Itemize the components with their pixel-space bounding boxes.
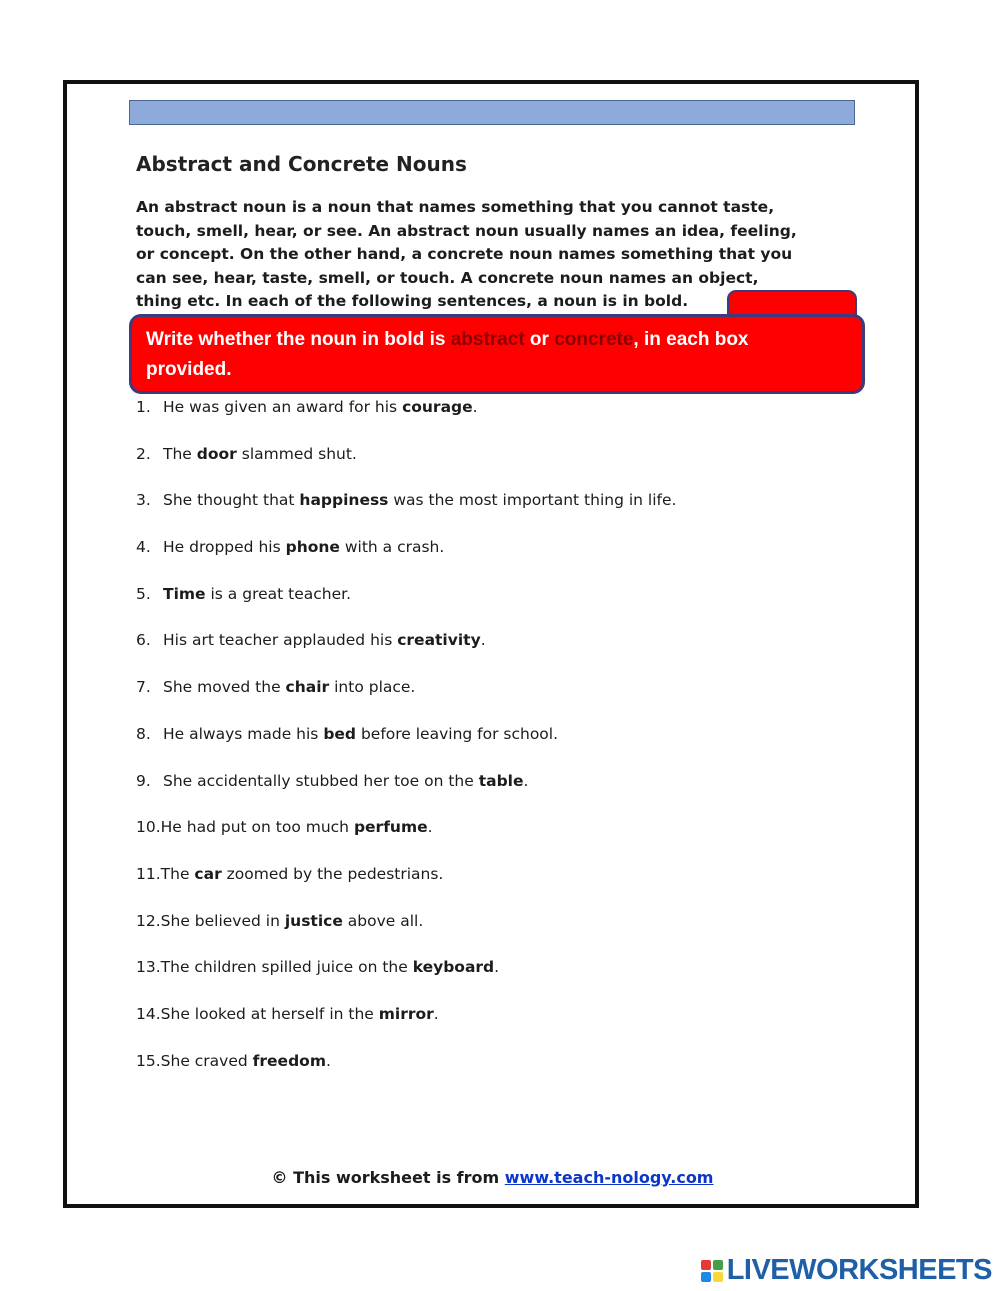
question-number: 6. [136,631,151,650]
question-text: . [427,818,433,837]
question-text: He always made his [163,724,324,743]
question-text: before leaving for school. [356,724,559,743]
question-noun: happiness [299,491,389,510]
question-noun: chair [285,678,330,697]
worksheet-title: Abstract and Concrete Nouns [136,152,467,176]
question-noun: bed [323,724,357,743]
question-item [136,585,856,632]
instruction-text: Write whether the noun in bold is [146,329,451,350]
intro-line: touch, smell, hear, or see. An abstract noun usually names an idea, feeling, [136,221,797,240]
question-number: 7. [136,678,151,697]
question-text: He was given an award for his [163,398,403,416]
brand-logo-icon [701,1260,723,1282]
question-text: She looked at herself in the [160,1004,379,1023]
question-number: 2. [136,444,151,463]
question-number: 15. [136,1051,161,1070]
logo-square [701,1260,711,1270]
question-text: . [494,958,500,977]
logo-square [701,1272,711,1282]
question-item [136,865,856,912]
instruction-word-abstract: abstract [450,329,525,350]
instruction-text: or [524,329,555,350]
question-text: . [523,771,529,790]
instruction-box [129,314,865,394]
question-number: 3. [136,491,151,510]
intro-line: thing etc. In each of the following sentences, a noun is in bold. [136,292,689,310]
question-text: The children spilled juice on the [160,958,413,977]
question-text: . [472,398,478,416]
question-number: 10. [136,818,161,837]
question-number: 14. [136,1004,161,1023]
question-item [136,818,856,865]
instruction-word-concrete: concrete [554,329,634,350]
question-noun: courage [402,398,473,416]
question-item [136,725,856,772]
question-text: She accidentally stubbed her toe on the [163,771,479,790]
question-noun: Time [163,584,206,603]
question-text: She thought that [163,491,300,510]
question-text: He had put on too much [160,818,354,837]
question-number: 5. [136,584,151,603]
instruction-text: provided. [146,359,232,380]
footer-credit [0,1168,985,1187]
question-item [136,912,856,959]
question-noun: freedom [252,1051,326,1070]
question-text: zoomed by the pedestrians. [221,864,444,883]
question-text: . [433,1004,439,1023]
question-number: 11. [136,864,161,883]
question-number: 1. [136,398,151,416]
logo-square [713,1272,723,1282]
question-noun: creativity [397,631,481,650]
question-noun: phone [285,538,340,557]
question-item [136,678,856,725]
question-noun: mirror [378,1004,434,1023]
question-number: 12. [136,911,161,930]
question-text: The [163,444,197,463]
question-item [136,772,856,819]
header-bar [129,100,855,125]
question-text: The [160,864,195,883]
question-text: with a crash. [339,538,445,557]
question-number: 13. [136,958,161,977]
intro-line: An abstract noun is a noun that names something that you cannot taste, [136,198,775,216]
question-text: She moved the [163,678,286,697]
question-number: 8. [136,724,151,743]
intro-line: or concept. On the other hand, a concrete noun names something that you [136,245,793,263]
question-item [136,538,856,585]
question-text: is a great teacher. [205,584,352,603]
question-text: was the most important thing in life. [388,491,677,510]
question-text: above all. [342,911,424,930]
liveworksheets-brand [701,1254,992,1287]
question-number: 4. [136,538,151,557]
question-text: She believed in [160,911,285,930]
question-text: He dropped his [163,538,286,557]
question-text: slammed shut. [236,444,357,463]
question-noun: keyboard [412,958,495,977]
question-text: into place. [329,678,416,697]
question-text: His art teacher applauded his [163,631,398,650]
question-list [136,398,856,1098]
instruction-text: , in each box [633,329,749,350]
question-noun: justice [284,911,343,930]
question-noun: table [478,771,524,790]
question-noun: car [194,864,222,883]
question-item [136,958,856,1005]
question-item [136,1052,856,1099]
question-item [136,398,856,445]
brand-name: LIVEWORKSHEETS [726,1254,992,1286]
question-noun: door [196,444,237,463]
question-text: . [480,631,486,650]
logo-square [713,1260,723,1270]
question-number: 9. [136,771,151,790]
intro-line: can see, hear, taste, smell, or touch. A concrete noun names an object, [136,268,759,287]
question-item [136,491,856,538]
question-item [136,1005,856,1052]
question-text: . [325,1051,331,1070]
footer-link[interactable]: www.teach-nology.com [504,1168,714,1187]
question-text: She craved [160,1051,253,1070]
question-item [136,631,856,678]
question-item [136,445,856,492]
footer-text: © This worksheet is from [271,1168,505,1187]
question-noun: perfume [353,818,428,837]
